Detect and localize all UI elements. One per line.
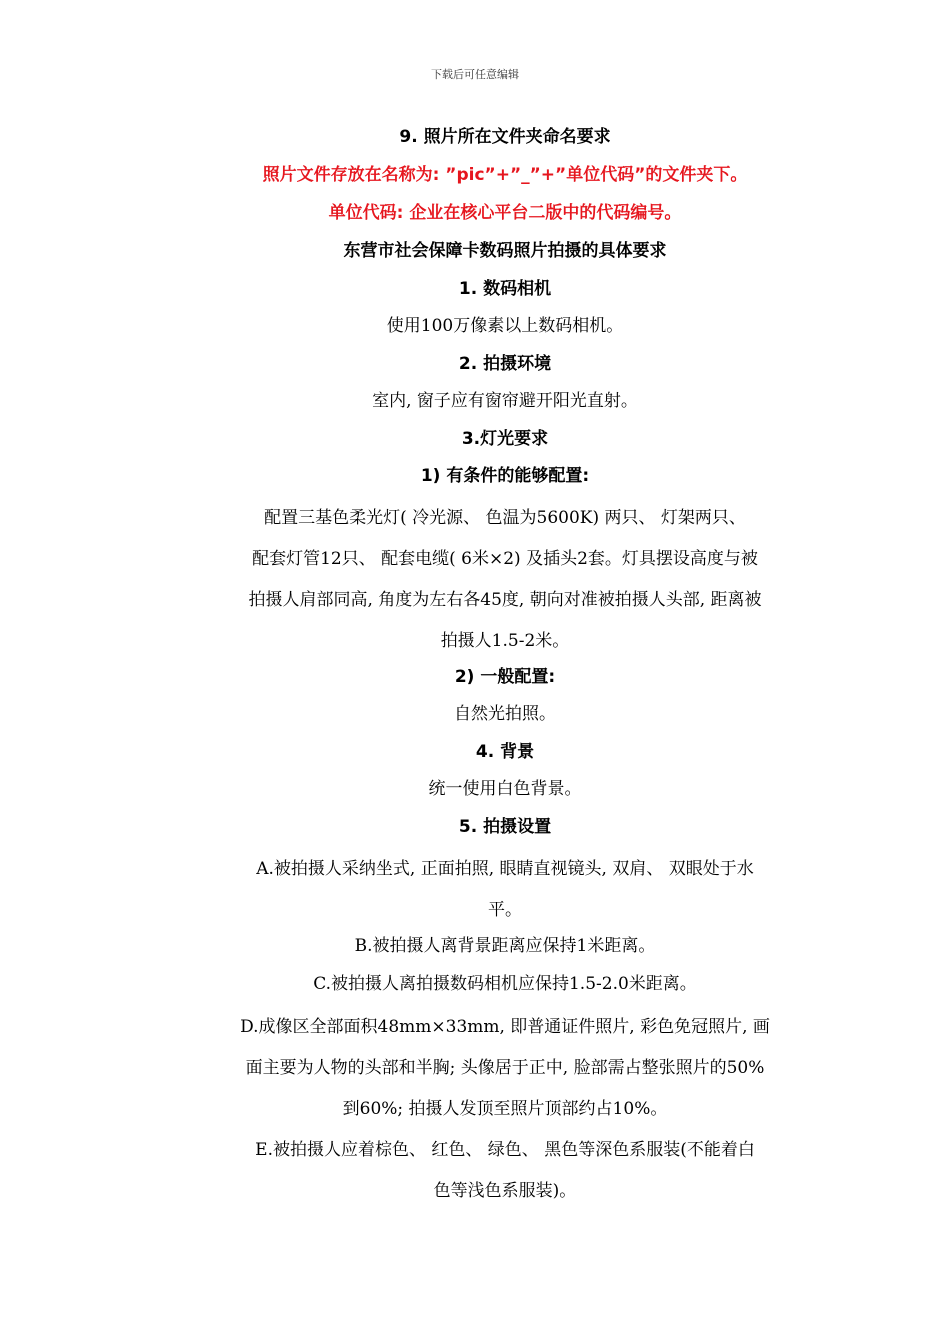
lighting-option-1-paragraph: [200, 498, 810, 662]
section-lighting-title: 3.灯光要求: [461, 429, 549, 449]
setup-item-d-line: D.成像区全部面积48mm×33mm, 即普通证件照片, 彩色免冠照片, 画: [240, 1017, 770, 1037]
setup-item-e-line: E.被拍摄人应着棕色、 红色、 绿色、 黑色等深色系服装(不能着白: [255, 1140, 755, 1160]
folder-naming-title: 9. 照片所在文件夹命名要求: [399, 127, 611, 147]
setup-item-d-line: 到60%; 拍摄人发顶至照片顶部约占10%。: [342, 1099, 668, 1119]
section-background-text: 统一使用白色背景。: [428, 779, 582, 799]
lighting-option-1-line: 配套灯管12只、 配套电缆( 6米×2) 及插头2套。灯具摆设高度与被: [252, 549, 758, 569]
setup-item-d-line: 面主要为人物的头部和半胸; 头像居于正中, 脸部需占整张照片的50%: [245, 1058, 765, 1078]
lighting-option-2-text: 自然光拍照。: [454, 704, 556, 724]
lighting-option-2-title: 2) 一般配置:: [454, 667, 556, 687]
lighting-option-1-title: 1) 有条件的能够配置:: [420, 466, 590, 486]
unit-code-rule: 单位代码: 企业在核心平台二版中的代码编号。: [328, 203, 682, 223]
header-note: 下载后可任意编辑: [431, 68, 519, 81]
section-environment-title: 2. 拍摄环境: [458, 354, 552, 374]
document-content: [200, 122, 810, 1212]
lighting-option-1-line: 配置三基色柔光灯( 冷光源、 色温为5600K) 两只、 灯架两只、: [264, 508, 746, 528]
setup-item-c: C.被拍摄人离拍摄数码相机应保持1.5-2.0米距离。: [313, 974, 697, 994]
setup-item-b: B.被拍摄人离背景距离应保持1米距离。: [354, 936, 656, 956]
setup-item-e: [200, 1130, 810, 1212]
section-camera-text: 使用100万像素以上数码相机。: [386, 316, 624, 336]
section-background-title: 4. 背景: [475, 742, 535, 762]
lighting-option-1-line: 拍摄人肩部同高, 角度为左右各45度, 朝向对准被拍摄人头部, 距离被: [248, 590, 762, 610]
setup-item-a: [200, 849, 810, 931]
lighting-option-1-line: 拍摄人1.5-2米。: [440, 631, 570, 651]
main-title: 东营市社会保障卡数码照片拍摄的具体要求: [343, 241, 667, 261]
section-camera-title: 1. 数码相机: [458, 279, 552, 299]
setup-item-a-line: 平。: [488, 900, 522, 920]
setup-item-a-line: A.被拍摄人采纳坐式, 正面拍照, 眼睛直视镜头, 双肩、 双眼处于水: [256, 859, 754, 879]
section-environment-text: 室内, 窗子应有窗帘避开阳光直射。: [372, 391, 638, 411]
section-setup-title: 5. 拍摄设置: [458, 817, 552, 837]
setup-item-e-line: 色等浅色系服装)。: [433, 1181, 577, 1201]
folder-naming-rule: 照片文件存放在名称为: ”pic”+”_”+”单位代码”的文件夹下。: [262, 165, 748, 185]
setup-item-d: [200, 1007, 810, 1130]
